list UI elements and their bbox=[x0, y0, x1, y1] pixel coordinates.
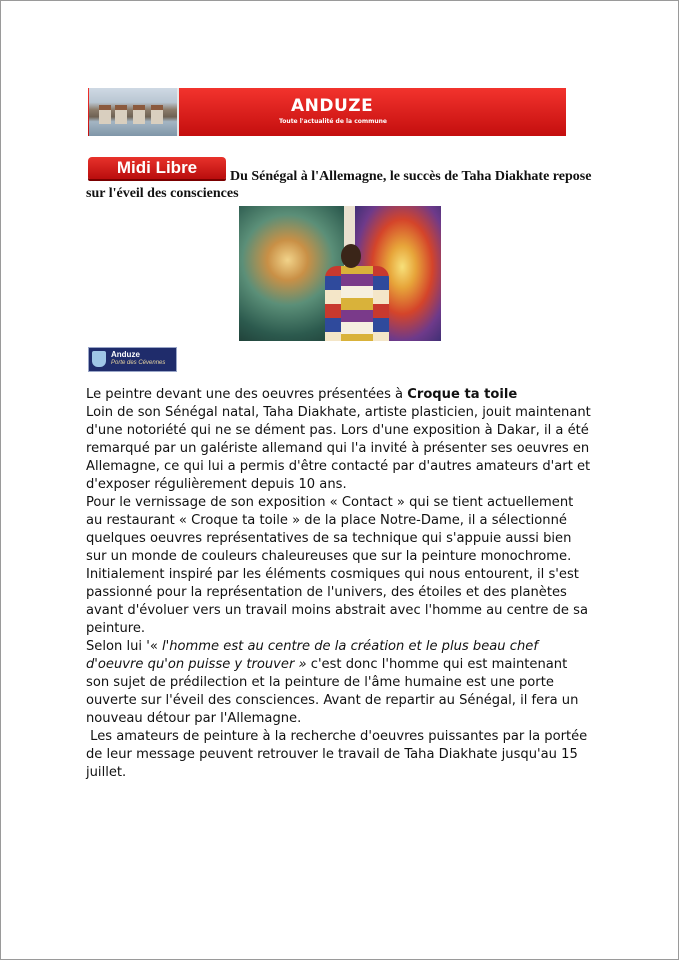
paragraph-3: Initialement inspiré par les éléments cosmiques qui nous entourent, il s'est passionné pour la représentation de l'univers, des étoiles et des planètes avant d'évoluer vers un travail moins abstrait avec l'homme au centre de sa peinture. bbox=[86, 567, 588, 636]
anduze-logo-name: Anduze bbox=[111, 350, 140, 359]
artist-photo bbox=[239, 206, 441, 341]
article-headline: Du Sénégal à l'Allemagne, le succès de Taha Diakhate repose sur l'éveil des consciences bbox=[86, 169, 592, 201]
artist-quote: l'homme est au centre de la création et le plus beau chef d'oeuvre qu'on puisse y trouver » bbox=[86, 639, 538, 672]
banner-subtitle: Toute l'actualité de la commune bbox=[279, 118, 387, 125]
town-photo bbox=[89, 88, 179, 136]
caption-prefix: Le peintre devant une des oeuvres présentées à bbox=[86, 387, 408, 402]
paragraph-4-rest: c'est donc l'homme qui est maintenant son sujet de prédilection et la peinture de l'âme humaine est une porte ouverte sur l'éveil des consciences. Avant de repartir au Sénégal, il fera un nouveau détour par l'Allemagne. bbox=[86, 657, 579, 726]
midi-libre-text: Midi Libre bbox=[116, 158, 198, 177]
caption-venue: Croque ta toile bbox=[407, 387, 518, 402]
photo-caption bbox=[86, 386, 592, 404]
paragraph-2: Pour le vernissage de son exposition « Contact » qui se tient actuellement au restaurant « Croque ta toile » de la place Notre-Dame, il a sélectionné quelques oeuvres représentatives de sa technique qui s'appuie aussi bien sur un monde de couleurs chaleureuses que sur la peinture monochrome. bbox=[86, 495, 574, 564]
paragraph-1: Loin de son Sénégal natal, Taha Diakhate, artiste plasticien, jouit maintenant d'une notoriété qui ne se dément pas. Lors d'une exposition à Dakar, il a été remarqué par un galériste allemand qui l'a invité à présenter ses oeuvres en Allemagne, ce qui lui a permis d'être contacté par d'autres amateurs d'art et d'exposer régulièrement depuis 10 ans. bbox=[86, 405, 591, 492]
coat-of-arms-icon bbox=[92, 351, 106, 367]
paragraph-4 bbox=[86, 638, 592, 728]
anduze-header-banner bbox=[88, 88, 566, 136]
banner-title: ANDUZE bbox=[291, 96, 374, 116]
paragraph-5: Les amateurs de peinture à la recherche d'oeuvres puissantes par la portée de leur message peuvent retrouver le travail de Taha Diakhate jusqu'au 15 juillet. bbox=[86, 729, 592, 780]
anduze-logo-tagline: Porte des Cévennes bbox=[111, 360, 166, 366]
article-body bbox=[86, 386, 592, 782]
anduze-town-logo bbox=[88, 347, 177, 372]
paragraph-4-lead: Selon lui '« bbox=[86, 639, 162, 654]
